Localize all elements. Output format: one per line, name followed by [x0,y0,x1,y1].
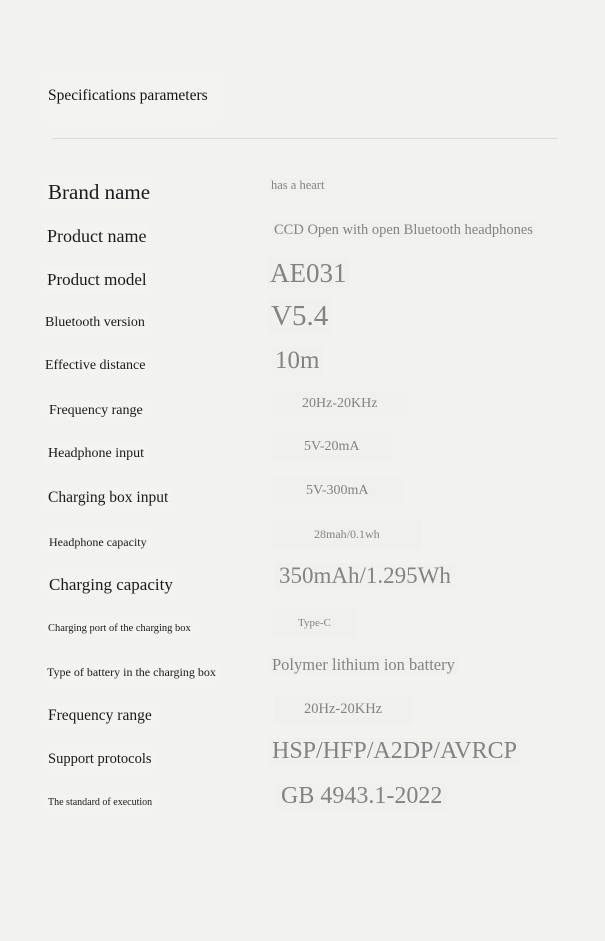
spec-label-bluetooth-version: Bluetooth version [42,313,148,333]
spec-value-execution-standard: GB 4943.1-2022 [276,783,447,810]
spec-value-product-name: CCD Open with open Bluetooth headphones [271,222,536,239]
spec-value-frequency-range-2: 20Hz-20KHz [274,695,412,724]
spec-value-headphone-input: 5V-20mA [272,433,392,461]
spec-label-product-name: Product name [44,224,149,249]
spec-value-frequency-range: 20Hz-20KHz [272,391,407,417]
spec-value-product-model: AE031 [267,258,350,289]
spec-label-charging-port: Charging port of the charging box [45,621,194,636]
spec-label-effective-distance: Effective distance [42,356,148,376]
spec-value-charging-port: Type-C [272,608,357,638]
spec-label-frequency-range-2: Frequency range [45,705,155,727]
spec-value-effective-distance: 10m [272,347,322,375]
spec-value-charging-capacity: 350mAh/1.295Wh [274,563,456,589]
spec-value-bluetooth-version: V5.4 [268,300,331,333]
spec-label-charging-capacity: Charging capacity [46,573,176,597]
spec-value-headphone-capacity: 28mah/0.1wh [272,520,422,549]
spec-label-headphone-capacity: Headphone capacity [46,533,150,552]
spec-label-product-model: Product model [44,268,150,292]
spec-value-charging-box-input: 5V-300mA [272,477,403,505]
title-divider [52,138,557,139]
spec-value-support-protocols: HSP/HFP/A2DP/AVRCP [269,738,520,765]
spec-label-support-protocols: Support protocols [45,749,155,770]
spec-label-battery-type: Type of battery in the charging box [44,663,219,682]
spec-label-execution-standard: The standard of execution [45,795,155,810]
page-title: Specifications parameters [48,87,208,104]
spec-value-battery-type: Polymer lithium ion battery [269,655,458,675]
spec-label-headphone-input: Headphone input [45,444,147,464]
spec-value-brand-name: has a heart [268,178,327,193]
spec-label-charging-box-input: Charging box input [45,487,171,509]
spec-label-frequency-range: Frequency range [46,401,146,421]
spec-label-brand-name: Brand name [45,178,153,207]
